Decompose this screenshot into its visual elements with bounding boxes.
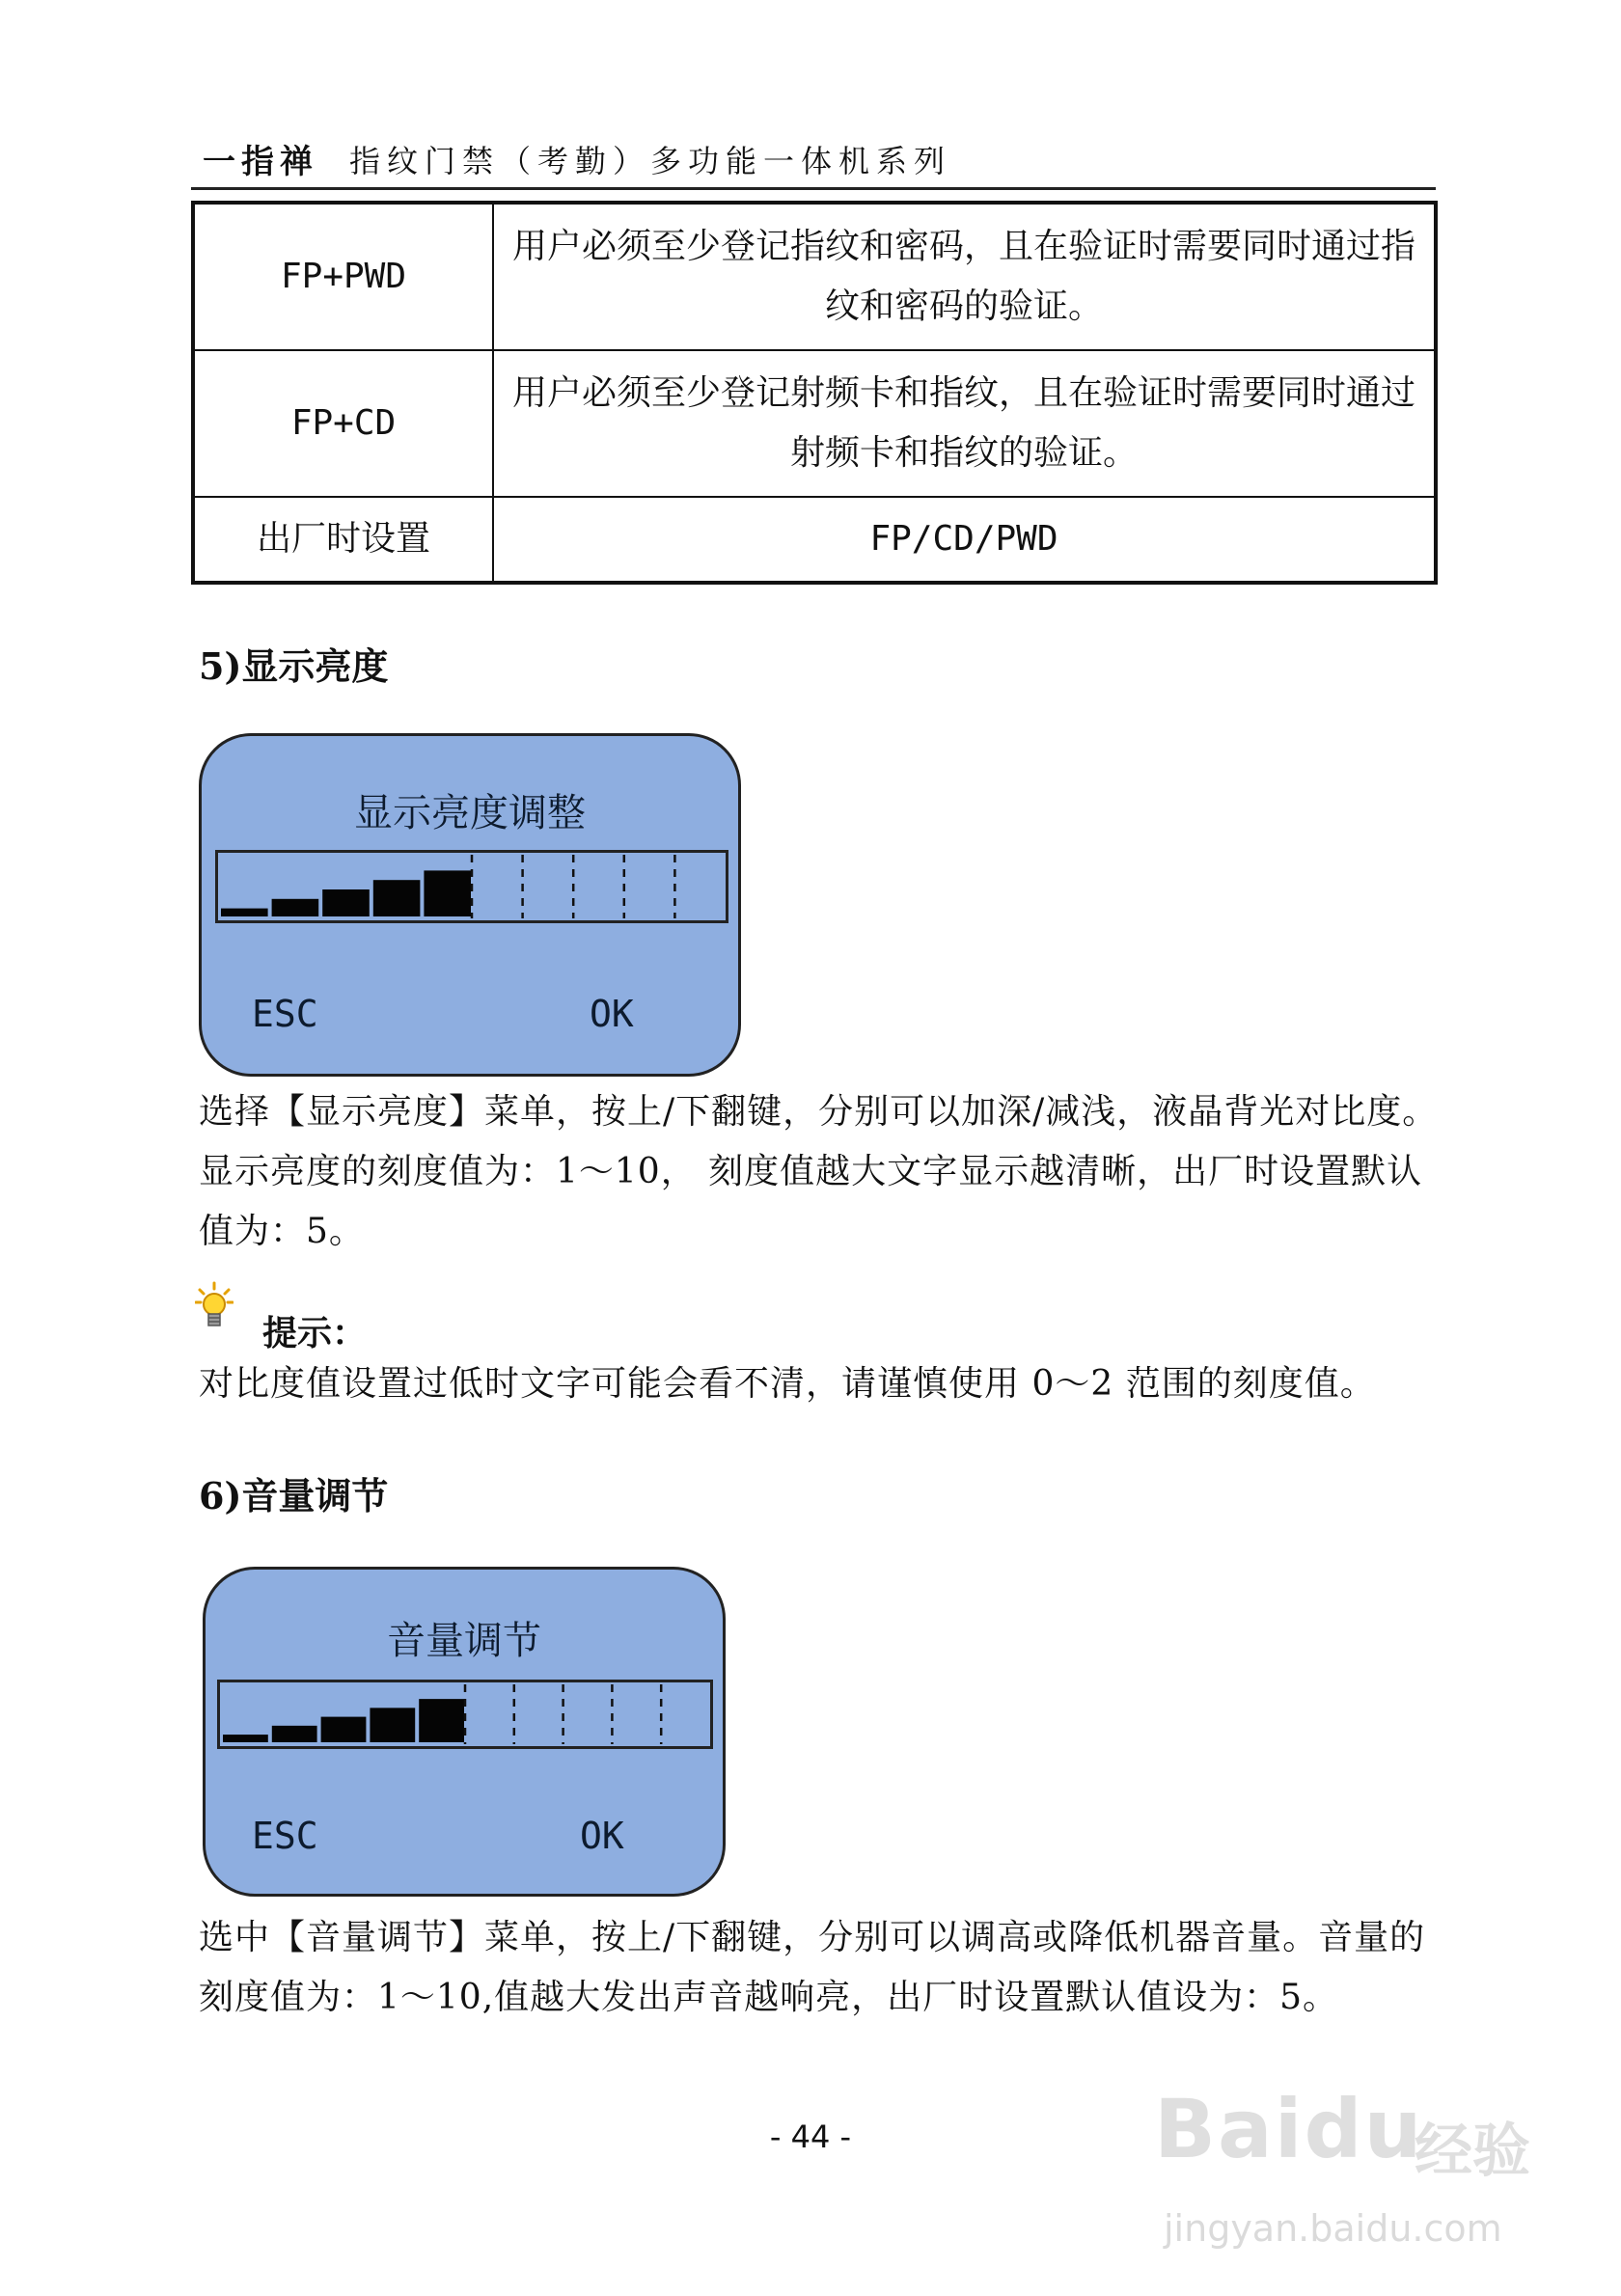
volume-level-meter	[217, 1680, 713, 1749]
volume-heading: 6)音量调节	[199, 1474, 389, 1517]
level-bar-filled	[272, 1726, 317, 1742]
volume-lcd-screen	[203, 1567, 726, 1897]
tip-text: 对比度值设置过低时文字可能会看不清，请谨慎使用 0～2 范围的刻度值。	[199, 1364, 1376, 1404]
table-row	[193, 497, 1436, 583]
level-bars	[220, 1682, 710, 1746]
volume-description: 选中【音量调节】菜单，按上/下翻键，分别可以调高或降低机器音量。音量的刻度值为：1～10,值越大发出声音越响亮，出厂时设置默认值设为：5。	[199, 1918, 1426, 2017]
ok-button[interactable]: OK	[590, 993, 634, 1035]
level-bar-filled	[223, 1735, 268, 1742]
watermark-url: jingyan.baidu.com	[1164, 2207, 1502, 2250]
mode-cell: 出厂时设置	[193, 497, 493, 583]
brightness-description: 选择【显示亮度】菜单，按上/下翻键，分别可以加深/减浅，液晶背光对比度。显示亮度的刻度值为：1～10， 刻度值越大文字显示越清晰，出厂时设置默认值为：5。	[199, 1092, 1439, 1251]
watermark-cn: 经验	[1415, 2118, 1530, 2185]
brightness-lcd-screen	[199, 733, 741, 1077]
tip-label: 提示：	[262, 1313, 368, 1353]
lcd-title: 音量调节	[387, 1619, 541, 1663]
esc-button[interactable]: ESC	[252, 993, 318, 1035]
brand-name: 一指禅	[203, 143, 318, 181]
level-bars	[218, 853, 726, 920]
level-bar-filled	[370, 1708, 415, 1742]
mode-cell: FP+CD	[193, 350, 493, 497]
lcd-title: 显示亮度调整	[354, 791, 586, 835]
ok-button[interactable]: OK	[580, 1815, 624, 1857]
level-bar-filled	[322, 889, 370, 916]
level-bar-filled	[321, 1717, 367, 1742]
description-cell: 用户必须至少登记指纹和密码，且在验证时需要同时通过指纹和密码的验证。	[493, 203, 1436, 350]
level-bar-filled	[373, 880, 421, 916]
level-bar-filled	[221, 909, 268, 916]
table-row	[193, 203, 1436, 350]
level-bar-filled	[272, 899, 319, 916]
mode-cell: FP+PWD	[193, 203, 493, 350]
page-number: - 44 -	[769, 2118, 852, 2155]
verification-modes-table	[191, 201, 1438, 585]
baidu-watermark	[1154, 2072, 1598, 2265]
page-header	[191, 131, 1436, 190]
brightness-level-meter	[215, 850, 728, 923]
watermark-logo: Baidu	[1154, 2082, 1424, 2176]
esc-button[interactable]: ESC	[252, 1815, 318, 1857]
description-cell: 用户必须至少登记射频卡和指纹，且在验证时需要同时通过射频卡和指纹的验证。	[493, 350, 1436, 497]
brightness-heading: 5)显示亮度	[199, 644, 389, 688]
level-bar-filled	[419, 1699, 464, 1742]
description-cell: FP/CD/PWD	[493, 497, 1436, 583]
table-row	[193, 350, 1436, 497]
header-subtitle: 指纹门禁（考勤）多功能一体机系列	[349, 143, 952, 179]
lightbulb-icon	[195, 1281, 234, 1331]
level-bar-filled	[424, 870, 471, 916]
